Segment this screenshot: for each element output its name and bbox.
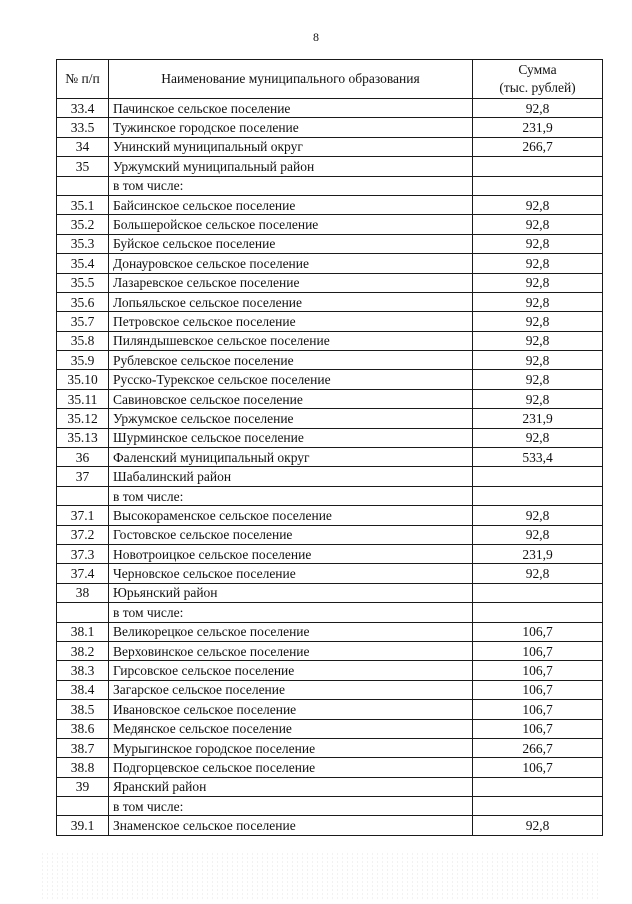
table-row	[57, 777, 603, 796]
row-number-cell	[57, 603, 109, 622]
header-municipality-name: Наименование муниципального образования	[109, 60, 473, 99]
municipality-name-cell: Шурминское сельское поселение	[109, 428, 473, 447]
sum-cell: 231,9	[473, 409, 603, 428]
sum-cell: 231,9	[473, 118, 603, 137]
row-number-cell: 35.9	[57, 351, 109, 370]
sum-cell: 92,8	[473, 331, 603, 350]
table-row	[57, 331, 603, 350]
table-row	[57, 564, 603, 583]
row-number-cell: 38.2	[57, 641, 109, 660]
municipality-name-cell: в том числе:	[109, 603, 473, 622]
row-number-cell: 35.5	[57, 273, 109, 292]
sum-cell: 106,7	[473, 719, 603, 738]
row-number-cell: 37	[57, 467, 109, 486]
table-row	[57, 448, 603, 467]
sum-cell: 92,8	[473, 506, 603, 525]
municipality-name-cell: Высокораменское сельское поселение	[109, 506, 473, 525]
municipality-name-cell: Яранский район	[109, 777, 473, 796]
municipality-name-cell: Уржумский муниципальный район	[109, 157, 473, 176]
row-number-cell: 35.2	[57, 215, 109, 234]
table-row	[57, 292, 603, 311]
row-number-cell: 38.1	[57, 622, 109, 641]
row-number-cell: 35.8	[57, 331, 109, 350]
municipality-name-cell: Пачинское сельское поселение	[109, 99, 473, 118]
sum-cell	[473, 777, 603, 796]
row-number-cell: 37.2	[57, 525, 109, 544]
budget-allocation-table	[56, 59, 603, 836]
sum-cell	[473, 467, 603, 486]
municipality-name-cell: Гостовское сельское поселение	[109, 525, 473, 544]
sum-cell: 92,8	[473, 564, 603, 583]
municipality-name-cell: Лопьяльское сельское поселение	[109, 292, 473, 311]
municipality-name-cell: Рублевское сельское поселение	[109, 351, 473, 370]
sum-cell	[473, 157, 603, 176]
municipality-name-cell: Унинский муниципальный округ	[109, 137, 473, 156]
table-row	[57, 234, 603, 253]
table-body	[57, 99, 603, 836]
municipality-name-cell: в том числе:	[109, 486, 473, 505]
municipality-name-cell: Большеройское сельское поселение	[109, 215, 473, 234]
table-header-row	[57, 60, 603, 99]
row-number-cell	[57, 797, 109, 816]
municipality-name-cell: Великорецкое сельское поселение	[109, 622, 473, 641]
sum-cell: 106,7	[473, 622, 603, 641]
municipality-name-cell: Новотроицкое сельское поселение	[109, 544, 473, 563]
row-number-cell: 35	[57, 157, 109, 176]
table-row	[57, 195, 603, 214]
sum-cell: 92,8	[473, 292, 603, 311]
row-number-cell: 35.3	[57, 234, 109, 253]
scan-noise-artifact	[40, 852, 600, 900]
row-number-cell: 35.6	[57, 292, 109, 311]
sum-cell: 231,9	[473, 544, 603, 563]
row-number-cell: 37.4	[57, 564, 109, 583]
sum-cell: 92,8	[473, 99, 603, 118]
row-number-cell: 35.4	[57, 254, 109, 273]
municipality-name-cell: Пиляндышевское сельское поселение	[109, 331, 473, 350]
municipality-name-cell: Лазаревское сельское поселение	[109, 273, 473, 292]
row-number-cell: 38.5	[57, 700, 109, 719]
municipality-name-cell: Савиновское сельское поселение	[109, 389, 473, 408]
sum-cell: 92,8	[473, 312, 603, 331]
sum-cell	[473, 603, 603, 622]
sum-cell: 106,7	[473, 700, 603, 719]
table-row	[57, 137, 603, 156]
municipality-name-cell: Верховинское сельское поселение	[109, 641, 473, 660]
row-number-cell: 33.5	[57, 118, 109, 137]
row-number-cell: 33.4	[57, 99, 109, 118]
page-number: 8	[313, 30, 319, 44]
sum-cell: 92,8	[473, 273, 603, 292]
table-row	[57, 544, 603, 563]
row-number-cell: 38.3	[57, 661, 109, 680]
row-number-cell	[57, 176, 109, 195]
table-row	[57, 583, 603, 602]
municipality-name-cell: Петровское сельское поселение	[109, 312, 473, 331]
sum-cell: 92,8	[473, 816, 603, 835]
sum-cell	[473, 583, 603, 602]
row-number-cell	[57, 486, 109, 505]
sum-cell	[473, 176, 603, 195]
sum-cell: 106,7	[473, 758, 603, 777]
row-number-cell: 35.7	[57, 312, 109, 331]
table-row	[57, 351, 603, 370]
sum-cell: 92,8	[473, 234, 603, 253]
row-number-cell: 37.3	[57, 544, 109, 563]
table-row	[57, 738, 603, 757]
row-number-cell: 35.11	[57, 389, 109, 408]
sum-cell: 106,7	[473, 680, 603, 699]
municipality-name-cell: Ивановское сельское поселение	[109, 700, 473, 719]
header-number: № п/п	[57, 60, 109, 99]
municipality-name-cell: Байсинское сельское поселение	[109, 195, 473, 214]
municipality-name-cell: Черновское сельское поселение	[109, 564, 473, 583]
table-row	[57, 622, 603, 641]
municipality-name-cell: в том числе:	[109, 176, 473, 195]
municipality-name-cell: Шабалинский район	[109, 467, 473, 486]
municipality-name-cell: Загарское сельское поселение	[109, 680, 473, 699]
municipality-name-cell: Подгорцевское сельское поселение	[109, 758, 473, 777]
row-number-cell: 39	[57, 777, 109, 796]
header-sum-unit: (тыс. рублей)	[499, 80, 576, 95]
municipality-name-cell: Мурыгинское городское поселение	[109, 738, 473, 757]
table-row	[57, 157, 603, 176]
municipality-name-cell: Русско-Турекское сельское поселение	[109, 370, 473, 389]
table-row	[57, 486, 603, 505]
table-row	[57, 700, 603, 719]
municipality-name-cell: Уржумское сельское поселение	[109, 409, 473, 428]
header-sum	[473, 60, 603, 99]
row-number-cell: 38	[57, 583, 109, 602]
row-number-cell: 35.10	[57, 370, 109, 389]
sum-cell	[473, 797, 603, 816]
table-row	[57, 118, 603, 137]
table-row	[57, 273, 603, 292]
row-number-cell: 35.13	[57, 428, 109, 447]
row-number-cell: 35.12	[57, 409, 109, 428]
sum-cell: 92,8	[473, 370, 603, 389]
table-row	[57, 409, 603, 428]
table-row	[57, 176, 603, 195]
sum-cell: 533,4	[473, 448, 603, 467]
sum-cell: 92,8	[473, 525, 603, 544]
sum-cell	[473, 486, 603, 505]
row-number-cell: 38.4	[57, 680, 109, 699]
table-row	[57, 603, 603, 622]
sum-cell: 92,8	[473, 195, 603, 214]
table-row	[57, 467, 603, 486]
sum-cell: 266,7	[473, 137, 603, 156]
municipality-name-cell: Медянское сельское поселение	[109, 719, 473, 738]
row-number-cell: 36	[57, 448, 109, 467]
table-row	[57, 506, 603, 525]
table-row	[57, 99, 603, 118]
row-number-cell: 34	[57, 137, 109, 156]
table-row	[57, 525, 603, 544]
row-number-cell: 37.1	[57, 506, 109, 525]
row-number-cell: 38.7	[57, 738, 109, 757]
table-header	[57, 60, 603, 99]
row-number-cell: 38.6	[57, 719, 109, 738]
table-row	[57, 389, 603, 408]
municipality-name-cell: Фаленский муниципальный округ	[109, 448, 473, 467]
sum-cell: 266,7	[473, 738, 603, 757]
sum-cell: 106,7	[473, 661, 603, 680]
table-row	[57, 797, 603, 816]
sum-cell: 92,8	[473, 215, 603, 234]
table-row	[57, 254, 603, 273]
table-row	[57, 641, 603, 660]
sum-cell: 92,8	[473, 389, 603, 408]
header-sum-title: Сумма	[518, 62, 557, 77]
table-row	[57, 719, 603, 738]
table-row	[57, 215, 603, 234]
municipality-name-cell: Знаменское сельское поселение	[109, 816, 473, 835]
table-row	[57, 370, 603, 389]
sum-cell: 92,8	[473, 351, 603, 370]
row-number-cell: 35.1	[57, 195, 109, 214]
municipality-name-cell: Донауровское сельское поселение	[109, 254, 473, 273]
municipality-name-cell: Юрьянский район	[109, 583, 473, 602]
table-row	[57, 680, 603, 699]
sum-cell: 106,7	[473, 641, 603, 660]
municipality-name-cell: в том числе:	[109, 797, 473, 816]
sum-cell: 92,8	[473, 254, 603, 273]
municipality-name-cell: Гирсовское сельское поселение	[109, 661, 473, 680]
table-row	[57, 312, 603, 331]
sum-cell: 92,8	[473, 428, 603, 447]
table-row	[57, 758, 603, 777]
municipality-name-cell: Буйское сельское поселение	[109, 234, 473, 253]
row-number-cell: 38.8	[57, 758, 109, 777]
table-row	[57, 816, 603, 835]
table-row	[57, 428, 603, 447]
municipality-name-cell: Тужинское городское поселение	[109, 118, 473, 137]
table-row	[57, 661, 603, 680]
row-number-cell: 39.1	[57, 816, 109, 835]
